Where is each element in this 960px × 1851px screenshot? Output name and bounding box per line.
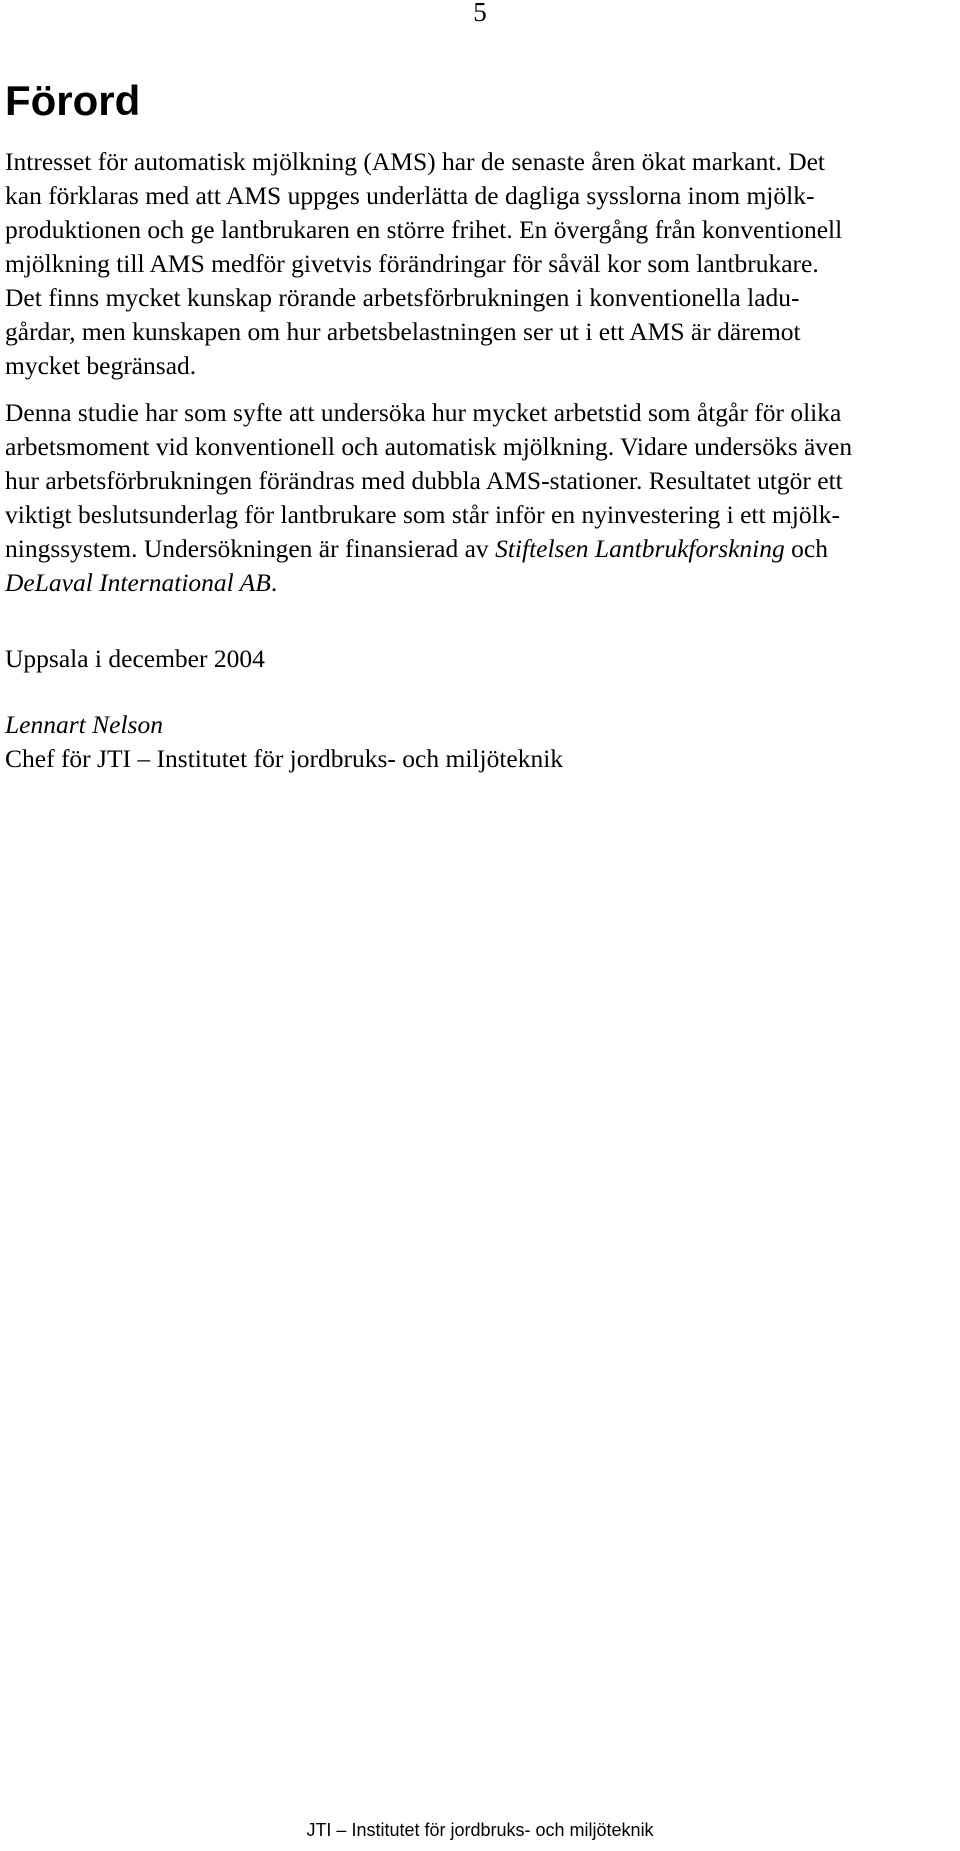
paragraph-line: produktionen och ge lantbrukaren en större frihet. En övergång från konventionell: [5, 215, 843, 244]
page-footer: JTI – Institutet för jordbruks- och miljöteknik: [306, 1820, 654, 1840]
paragraph-study: [5, 396, 935, 600]
paragraph-text: .: [270, 568, 278, 597]
page-title: Förord: [5, 77, 141, 124]
paragraph-line: mjölkning till AMS medför givetvis förändringar för såväl kor som lantbrukare.: [5, 249, 819, 278]
paragraph-line: Intresset för automatisk mjölkning (AMS) har de senaste åren ökat markant. Det: [5, 147, 826, 176]
paragraph-line: mycket begränsad.: [5, 351, 197, 380]
paragraph-line: kan förklaras med att AMS uppges underlätta de dagliga sysslorna inom mjölk-: [5, 181, 815, 210]
paragraph-text: och: [784, 534, 828, 563]
paragraph-line: viktigt beslutsunderlag för lantbrukare som står inför en nyinvestering i ett mjölk-: [5, 500, 840, 529]
paragraph-line: [5, 532, 935, 566]
paragraph-line: Det finns mycket kunskap rörande arbetsförbrukningen i konventionella ladu-: [5, 283, 800, 312]
signer-name: Lennart Nelson: [5, 710, 163, 739]
place-date: Uppsala i december 2004: [5, 644, 265, 673]
paragraph-text: ningssystem. Undersökningen är finansierad av: [5, 534, 496, 563]
paragraph-line: arbetsmoment vid konventionell och automatisk mjölkning. Vidare undersöks även: [5, 432, 853, 461]
funder-name: Stiftelsen Lantbrukforskning: [495, 534, 785, 563]
page-number: 5: [473, 0, 487, 27]
paragraph-line: gårdar, men kunskapen om hur arbetsbelastningen ser ut i ett AMS är däremot: [5, 317, 801, 346]
signer-title: Chef för JTI – Institutet för jordbruks- och miljöteknik: [5, 744, 564, 773]
paragraph-line: [5, 566, 935, 600]
paragraph-line: hur arbetsförbrukningen förändras med dubbla AMS-stationer. Resultatet utgör ett: [5, 466, 843, 495]
paragraph-line: Denna studie har som syfte att undersöka hur mycket arbetstid som åtgår för olika: [5, 398, 842, 427]
funder-name: DeLaval International AB: [5, 568, 271, 597]
paragraph-intro: [5, 145, 935, 383]
